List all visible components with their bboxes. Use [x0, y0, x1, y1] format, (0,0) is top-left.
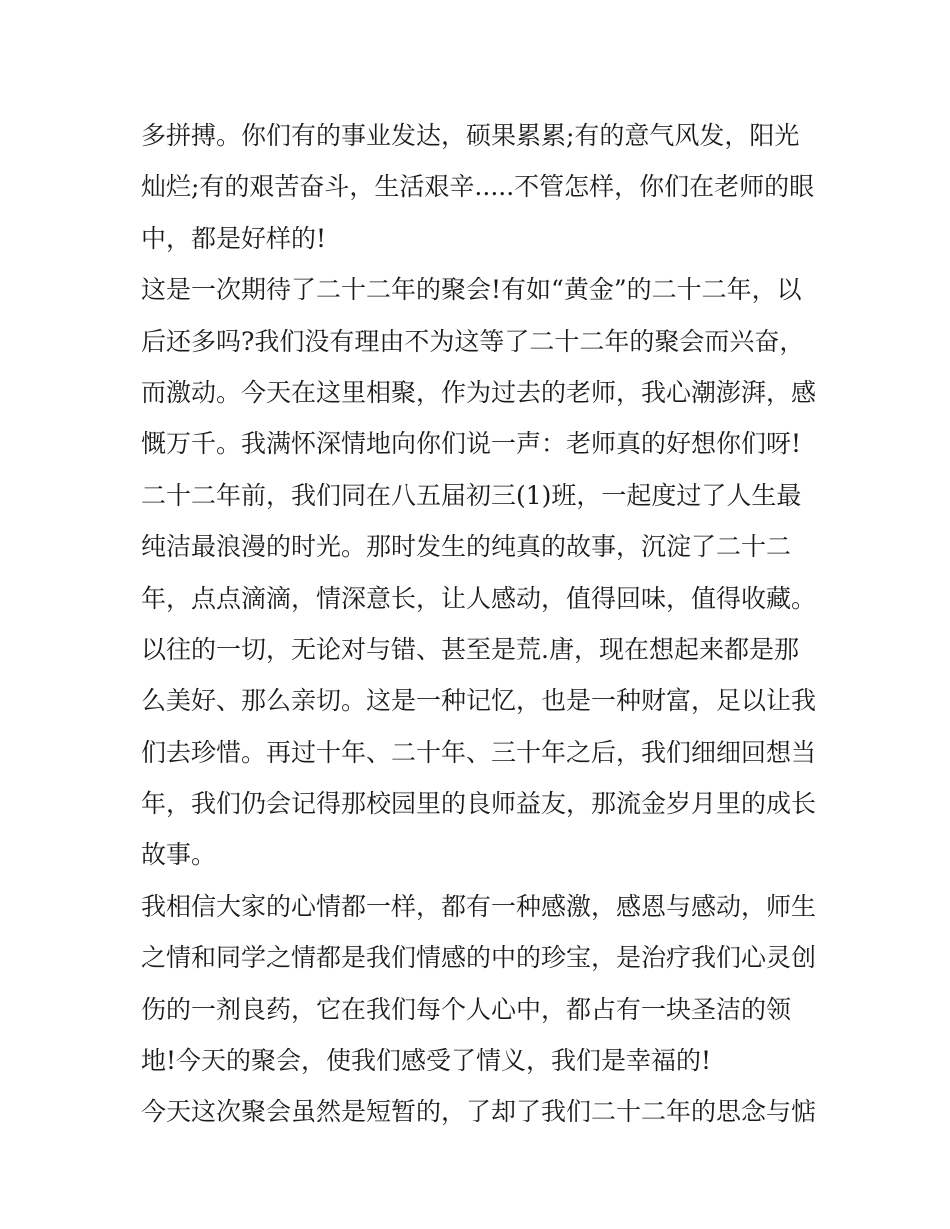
text-line: 之情和同学之情都是我们情感的中的珍宝，是治疗我们心灵创: [141, 943, 817, 973]
text-line: 灿烂;有的艰苦奋斗，生活艰辛.....不管怎样，你们在老师的眼: [141, 172, 815, 202]
text-line: 以往的一切，无论对与错、甚至是荒.唐，现在想起来都是那: [141, 634, 799, 664]
text-line: 后还多吗?我们没有理由不为这等了二十二年的聚会而兴奋，: [141, 326, 805, 356]
text-line: 多拼搏。你们有的事业发达，硕果累累;有的意气风发，阳光: [141, 121, 800, 150]
body-text: [141, 110, 821, 1138]
text-line: 伤的一剂良药，它在我们每个人心中，都占有一块圣洁的领: [141, 994, 792, 1024]
text-line: 年，我们仍会记得那校园里的良师益友，那流金岁月里的成长: [141, 789, 817, 819]
text-line: 么美好、那么亲切。这是一种记忆，也是一种财富，足以让我: [141, 686, 817, 716]
text-line: 纯洁最浪漫的时光。那时发生的纯真的故事，沉淀了二十二: [141, 532, 792, 562]
text-line: 中，都是好样的!: [141, 223, 327, 253]
text-line: 故事。: [141, 840, 217, 870]
text-line: 而激动。今天在这里相聚，作为过去的老师，我心潮澎湃，感: [141, 377, 817, 407]
text-line: 地!今天的聚会，使我们感受了情义，我们是幸福的!: [141, 1046, 712, 1076]
text-line: 慨万千。我满怀深情地向你们说一声：老师真的好想你们呀!: [141, 429, 802, 459]
text-line: 二十二年前，我们同在八五届初三(1)班，一起度过了人生最: [141, 480, 802, 510]
text-line: 今天这次聚会虽然是短暂的，了却了我们二十二年的思念与惦: [141, 1097, 817, 1127]
text-line: 这是一次期待了二十二年的聚会!有如“黄金”的二十二年，以: [141, 275, 802, 305]
text-line: 年，点点滴滴，情深意长，让人感动，值得回味，值得收藏。: [141, 583, 817, 613]
text-line: 们去珍惜。再过十年、二十年、三十年之后，我们细细回想当: [141, 737, 817, 767]
text-line: 我相信大家的心情都一样，都有一种感激，感恩与感动，师生: [141, 891, 817, 921]
